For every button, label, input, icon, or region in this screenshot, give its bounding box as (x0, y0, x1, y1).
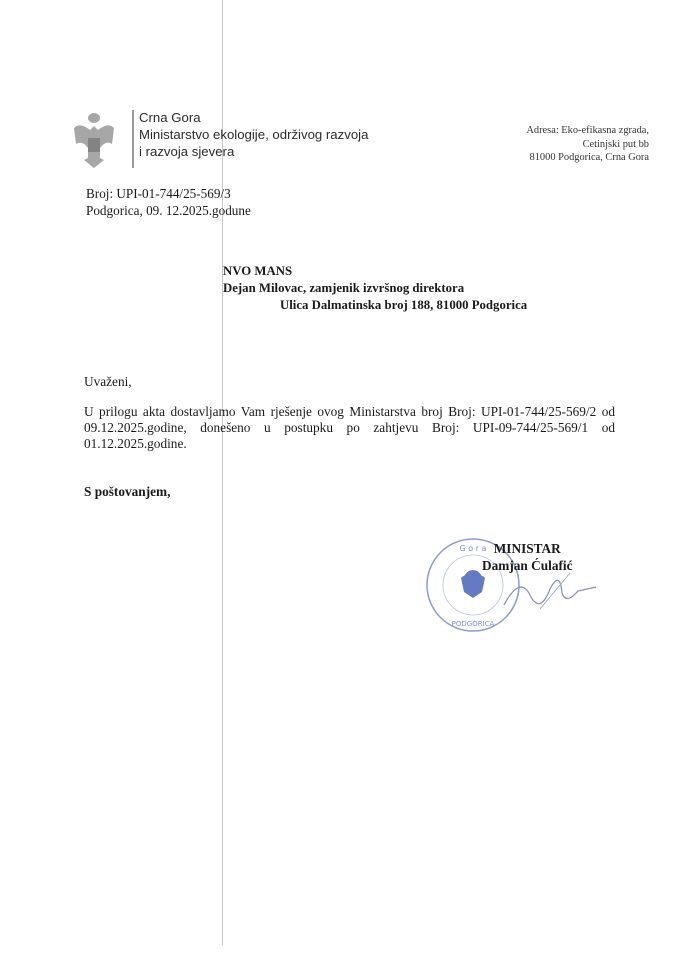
address-line: 81000 Podgorica, Crna Gora (529, 152, 649, 163)
ministry-address (526, 124, 649, 165)
reference-block (86, 186, 251, 219)
closing: S poštovanjem, (84, 484, 171, 499)
recipient-person: Dejan Milovac, zamjenik izvršnog direktora (223, 281, 465, 295)
letter-body: U prilogu akta dostavljamo Vam rješenje ovog Ministarstva broj Broj: UPI-01-744/25-569/2 od 09.12.2025.godine, donešeno u postupku po zahtjevu Broj: UPI-09-744/25-569/1 od 01.12.2025.godine. (84, 404, 615, 452)
ministry-line: Crna Gora (139, 110, 201, 125)
signer-block (482, 540, 573, 574)
svg-text:G o r a: G o r a (459, 544, 487, 553)
address-line: Adresa: Eko-efikasna zgrada, (526, 125, 649, 136)
recipient-block (223, 263, 527, 314)
signer-name: Damjan Ćulafić (482, 558, 573, 573)
header-divider (132, 110, 134, 168)
salutation: Uvaženi, (84, 374, 132, 389)
coat-of-arms-icon (70, 110, 118, 170)
ministry-line: i razvoja sjevera (139, 144, 235, 159)
recipient-address: Ulica Dalmatinska broj 188, 81000 Podgorica (280, 298, 528, 312)
address-line: Cetinjski put bb (582, 138, 649, 150)
place-date: Podgorica, 09. 12.2025.godune (86, 202, 251, 218)
ministry-line: Ministarstvo ekologije, održivog razvoja (139, 127, 369, 142)
recipient-org: NVO MANS (223, 264, 293, 278)
reference-number: Broj: UPI-01-744/25-569/3 (86, 186, 231, 201)
signer-title: MINISTAR (493, 541, 561, 556)
svg-text:PODGORICA: PODGORICA (451, 620, 495, 628)
ministry-name (139, 109, 368, 160)
